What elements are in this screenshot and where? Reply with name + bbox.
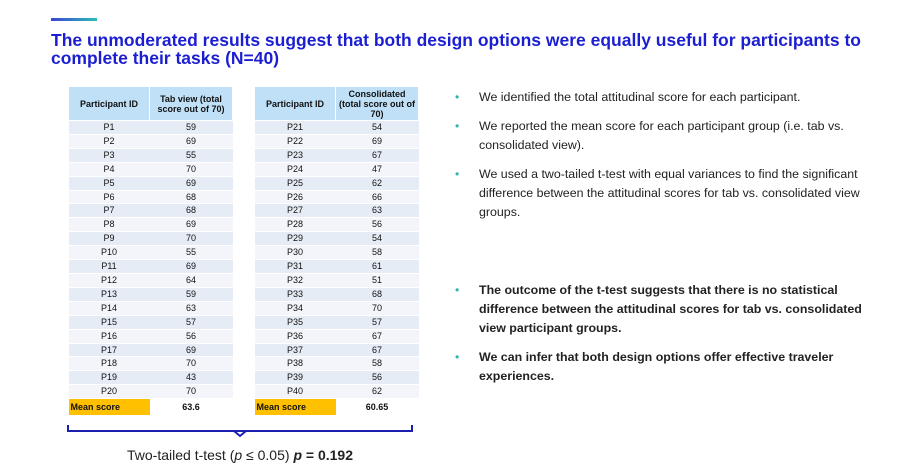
tab-view-score-cell: 64	[150, 273, 233, 287]
bullet-dot-icon: •	[455, 90, 460, 104]
table-row	[255, 190, 419, 204]
consolidated-score-cell: 62	[336, 176, 419, 190]
consolidated-score-cell: 57	[336, 315, 419, 329]
participant-id-cell: P13	[69, 287, 150, 301]
table-row	[255, 260, 419, 274]
mean-score-row	[69, 399, 233, 416]
bullet-item	[455, 88, 875, 107]
participant-id-cell: P2	[69, 134, 150, 148]
table-row	[255, 301, 419, 315]
tab-view-score-cell: 63	[150, 301, 233, 315]
table-header-row	[255, 87, 419, 121]
participant-id-cell: P26	[255, 190, 336, 204]
table-row	[255, 121, 419, 135]
consolidated-score-cell: 67	[336, 329, 419, 343]
ttest-threshold: ≤ 0.05)	[242, 447, 294, 463]
participant-id-cell: P7	[69, 204, 150, 218]
tab-view-score-cell: 70	[150, 232, 233, 246]
table-row	[69, 162, 233, 176]
consolidated-score-cell: 58	[336, 357, 419, 371]
table-row	[255, 134, 419, 148]
consolidated-score-cell: 51	[336, 273, 419, 287]
bullet-item	[455, 117, 875, 155]
consolidated-score-cell: 69	[336, 134, 419, 148]
consolidated-table-body	[255, 121, 419, 399]
tab-view-score-cell: 56	[150, 329, 233, 343]
table-row	[255, 371, 419, 385]
participant-id-cell: P5	[69, 176, 150, 190]
tab-view-score-cell: 69	[150, 260, 233, 274]
table-row	[69, 385, 233, 399]
participant-id-cell: P14	[69, 301, 150, 315]
tab-view-score-cell: 55	[150, 148, 233, 162]
conclusion-text: We can infer that both design options offer effective traveler experiences.	[479, 350, 834, 383]
table-row	[69, 218, 233, 232]
participant-id-cell: P36	[255, 329, 336, 343]
consolidated-score-cell: 70	[336, 301, 419, 315]
bullet-dot-icon: •	[455, 350, 460, 364]
participant-id-cell: P18	[69, 357, 150, 371]
table-row	[69, 357, 233, 371]
participant-id-cell: P10	[69, 246, 150, 260]
participant-id-cell: P6	[69, 190, 150, 204]
grouping-bracket	[66, 424, 414, 438]
consolidated-score-cell: 58	[336, 246, 419, 260]
table-row	[255, 273, 419, 287]
table-row	[255, 176, 419, 190]
table-row	[255, 162, 419, 176]
participant-id-cell: P34	[255, 301, 336, 315]
mean-score-label: Mean score	[255, 399, 336, 416]
table-row	[69, 260, 233, 274]
participant-id-cell: P24	[255, 162, 336, 176]
tab-view-mean-value: 63.6	[150, 399, 233, 416]
participant-id-cell: P38	[255, 357, 336, 371]
table-row	[69, 134, 233, 148]
mean-score-row	[255, 399, 419, 416]
consolidated-score-cell: 66	[336, 190, 419, 204]
consolidated-score-cell: 61	[336, 260, 419, 274]
tab-view-score-cell: 68	[150, 190, 233, 204]
participant-id-cell: P35	[255, 315, 336, 329]
bullet-dot-icon: •	[455, 119, 460, 133]
participant-id-cell: P11	[69, 260, 150, 274]
table-row	[69, 148, 233, 162]
participant-id-cell: P30	[255, 246, 336, 260]
page-title: The unmoderated results suggest that both design options were equally useful for participants to complete their tasks (N=40)	[51, 30, 861, 68]
consolidated-score-cell: 54	[336, 121, 419, 135]
method-bullet-list	[455, 88, 875, 232]
consolidated-score-cell: 56	[336, 371, 419, 385]
tab-view-score-cell: 70	[150, 357, 233, 371]
table-row	[69, 176, 233, 190]
consolidated-score-header: Consolidated (total score out of 70)	[336, 87, 419, 121]
table-row	[255, 357, 419, 371]
bullet-dot-icon: •	[455, 283, 460, 297]
table-row	[255, 246, 419, 260]
participant-id-cell: P40	[255, 385, 336, 399]
table-row	[255, 343, 419, 357]
tab-view-score-cell: 69	[150, 134, 233, 148]
table-row	[69, 343, 233, 357]
ttest-result-value: = 0.192	[302, 447, 353, 463]
participant-id-cell: P31	[255, 260, 336, 274]
bullet-text: We reported the mean score for each participant group (i.e. tab vs. consolidated view).	[479, 119, 844, 152]
participant-id-cell: P23	[255, 148, 336, 162]
table-row	[69, 121, 233, 135]
table-row	[255, 385, 419, 399]
bullet-item	[455, 165, 875, 222]
bullet-text: We used a two-tailed t-test with equal variances to find the significant difference between the attitudinal scores for tab vs. consolidated view groups.	[479, 167, 860, 219]
participant-id-cell: P32	[255, 273, 336, 287]
participant-id-cell: P37	[255, 343, 336, 357]
table-row	[69, 329, 233, 343]
consolidated-score-cell: 56	[336, 218, 419, 232]
table-row	[255, 287, 419, 301]
participant-id-cell: P16	[69, 329, 150, 343]
tab-view-score-cell: 59	[150, 287, 233, 301]
participant-id-cell: P20	[69, 385, 150, 399]
participant-id-cell: P21	[255, 121, 336, 135]
mean-score-label: Mean score	[69, 399, 150, 416]
tab-view-score-cell: 69	[150, 343, 233, 357]
participant-id-cell: P27	[255, 204, 336, 218]
participant-id-cell: P39	[255, 371, 336, 385]
consolidated-score-cell: 67	[336, 343, 419, 357]
table-row	[255, 232, 419, 246]
participant-id-cell: P1	[69, 121, 150, 135]
table-row	[255, 329, 419, 343]
tab-view-table-body	[69, 121, 233, 399]
tab-view-score-cell: 69	[150, 218, 233, 232]
tab-view-score-cell: 69	[150, 176, 233, 190]
table-row	[69, 190, 233, 204]
accent-line	[51, 18, 97, 21]
tab-view-score-cell: 59	[150, 121, 233, 135]
tab-view-table	[68, 86, 233, 416]
table-row	[69, 204, 233, 218]
tab-view-score-cell: 70	[150, 385, 233, 399]
participant-id-cell: P29	[255, 232, 336, 246]
participant-id-cell: P17	[69, 343, 150, 357]
tab-view-score-cell: 68	[150, 204, 233, 218]
conclusion-bullet-list	[455, 281, 875, 396]
participant-id-cell: P15	[69, 315, 150, 329]
participant-id-cell: P33	[255, 287, 336, 301]
participant-id-cell: P19	[69, 371, 150, 385]
consolidated-mean-value: 60.65	[336, 399, 419, 416]
bullet-text: We identified the total attitudinal score for each participant.	[479, 90, 801, 104]
table-row	[69, 273, 233, 287]
table-row	[255, 148, 419, 162]
table-row	[69, 371, 233, 385]
consolidated-score-cell: 62	[336, 385, 419, 399]
consolidated-score-cell: 54	[336, 232, 419, 246]
table-row	[69, 232, 233, 246]
participant-id-header: Participant ID	[69, 87, 150, 121]
table-row	[69, 287, 233, 301]
consolidated-table	[254, 86, 419, 416]
participant-id-cell: P22	[255, 134, 336, 148]
tab-view-score-cell: 70	[150, 162, 233, 176]
conclusion-item	[455, 348, 875, 386]
table-row	[255, 315, 419, 329]
consolidated-score-cell: 68	[336, 287, 419, 301]
participant-id-cell: P9	[69, 232, 150, 246]
participant-id-cell: P4	[69, 162, 150, 176]
table-row	[69, 246, 233, 260]
table-header-row	[69, 87, 233, 121]
tab-view-score-header: Tab view (total score out of 70)	[150, 87, 233, 121]
conclusion-text: The outcome of the t-test suggests that there is no statistical difference between the attitudinal scores for tab vs. consolidated view participant groups.	[479, 283, 862, 335]
participant-id-cell: P28	[255, 218, 336, 232]
consolidated-score-cell: 67	[336, 148, 419, 162]
ttest-result-label: p	[293, 447, 302, 463]
conclusion-item	[455, 281, 875, 338]
tab-view-score-cell: 55	[150, 246, 233, 260]
participant-id-header: Participant ID	[255, 87, 336, 121]
ttest-prefix: Two-tailed t-test (	[127, 447, 235, 463]
ttest-p-symbol: p	[234, 447, 243, 463]
table-row	[69, 301, 233, 315]
table-row	[255, 218, 419, 232]
table-row	[255, 204, 419, 218]
consolidated-score-cell: 63	[336, 204, 419, 218]
participant-id-cell: P12	[69, 273, 150, 287]
bullet-dot-icon: •	[455, 167, 460, 181]
participant-id-cell: P25	[255, 176, 336, 190]
table-row	[69, 315, 233, 329]
consolidated-score-cell: 47	[336, 162, 419, 176]
ttest-result	[66, 447, 414, 463]
tab-view-score-cell: 57	[150, 315, 233, 329]
participant-id-cell: P3	[69, 148, 150, 162]
tab-view-score-cell: 43	[150, 371, 233, 385]
participant-id-cell: P8	[69, 218, 150, 232]
